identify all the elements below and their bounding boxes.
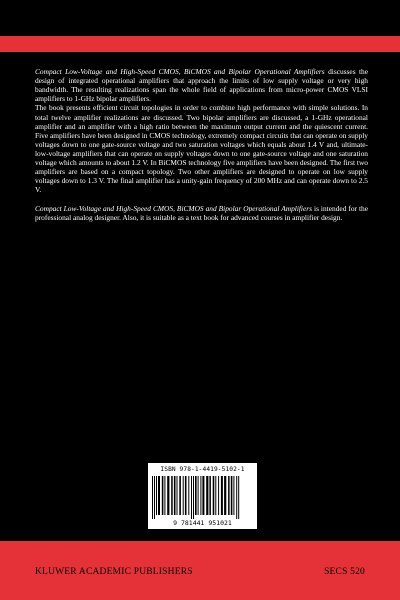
description-paragraph-2: The book presents efficient circuit topologies in order to combine high performance with simple solutions. In total twelve amplifier realizations are discussed. Two bipolar amplifiers are discussed, a 1-GHz operational amplifier and an amplifier with a high ratio between the maximum output current and the quiescent current. Five amplifiers have been designed in CMOS technology, extremely compact circuits that can operate on supply voltages down to one gate-source voltage and two saturation voltages which equals about 1.4 V and, ultimate-low-voltage amplifiers that can operate on supply voltages down to one gate-source voltage and one saturation voltage which amounts to about 1.2 V. In BiCMOS technology five amplifiers have been designed. The first two amplifiers are based on a compact topology. Two other amplifiers are designed to operate on low supply voltages down to 1.3 V. The final amplifier has a unity-gain frequency of 200 MHz and can operate down to 2.5 V. (35, 103, 368, 194)
barcode-bar (218, 476, 219, 515)
barcode-bar (233, 476, 234, 515)
top-red-band (0, 36, 400, 52)
barcode-bar (200, 476, 201, 515)
barcode-bar (183, 476, 184, 515)
barcode-bar (164, 476, 165, 515)
barcode-bar (167, 476, 169, 515)
barcode-bar (209, 476, 211, 515)
back-cover-description (35, 67, 368, 222)
barcode-bar (231, 476, 233, 515)
description-paragraph-3: Compact Low-Voltage and High-Speed CMOS, BiCMOS and Bipolar Operational Amplifiers is intended for the professional analog designer. Also, it is suitable as a text book for advanced courses in amplifier design. (35, 203, 369, 222)
barcode-bar (224, 476, 226, 515)
barcode-bar (195, 476, 197, 515)
barcode-bar (191, 476, 192, 519)
publisher-name: KLUWER ACADEMIC PUBLISHERS (35, 567, 193, 577)
barcode-bar (162, 476, 164, 515)
book-title-italic: Compact Low-Voltage and High-Speed CMOS, BiCMOS and Bipolar Operational Amplifiers (35, 203, 313, 213)
barcode-bar (198, 476, 199, 515)
barcode-bar (215, 476, 216, 515)
series-number: SECS 520 (324, 567, 365, 577)
barcode-bar (171, 476, 173, 515)
description-paragraph-1: Compact Low-Voltage and High-Speed CMOS, BiCMOS and Bipolar Operational Amplifiers discusses the design of integrated operational amplifiers that approach the limits of low supply voltage or very high bandwidth. The resulting realizations span the whole field of applications from micro-power CMOS VLSI amplifiers to 1-GHz bipolar amplifiers. (35, 67, 369, 104)
book-title-italic: Compact Low-Voltage and High-Speed CMOS, BiCMOS and Bipolar Operational Amplifiers (35, 67, 325, 76)
isbn-label: ISBN 978-1-4419-5102-1 (160, 466, 245, 473)
barcode-digits: 9 781441 951021 (173, 519, 232, 527)
barcode-bar (174, 476, 176, 515)
barcode-bars (152, 476, 253, 519)
barcode-bar (236, 476, 237, 519)
barcode-bar (152, 476, 153, 519)
barcode-bar (185, 476, 187, 515)
barcode-bar (228, 476, 230, 515)
barcode-bar (206, 476, 208, 515)
barcode-bar (202, 476, 204, 515)
barcode-bar (156, 476, 157, 515)
barcode-bar (193, 476, 194, 519)
barcode-bar (179, 476, 181, 515)
barcode-bar (221, 476, 223, 515)
barcode-bar (238, 476, 239, 519)
barcode-bar (154, 476, 155, 519)
barcode-bar (188, 476, 189, 515)
barcode-bar (213, 476, 215, 515)
barcode-bar (177, 476, 178, 515)
isbn-barcode (148, 463, 257, 529)
barcode-bar (158, 476, 160, 515)
